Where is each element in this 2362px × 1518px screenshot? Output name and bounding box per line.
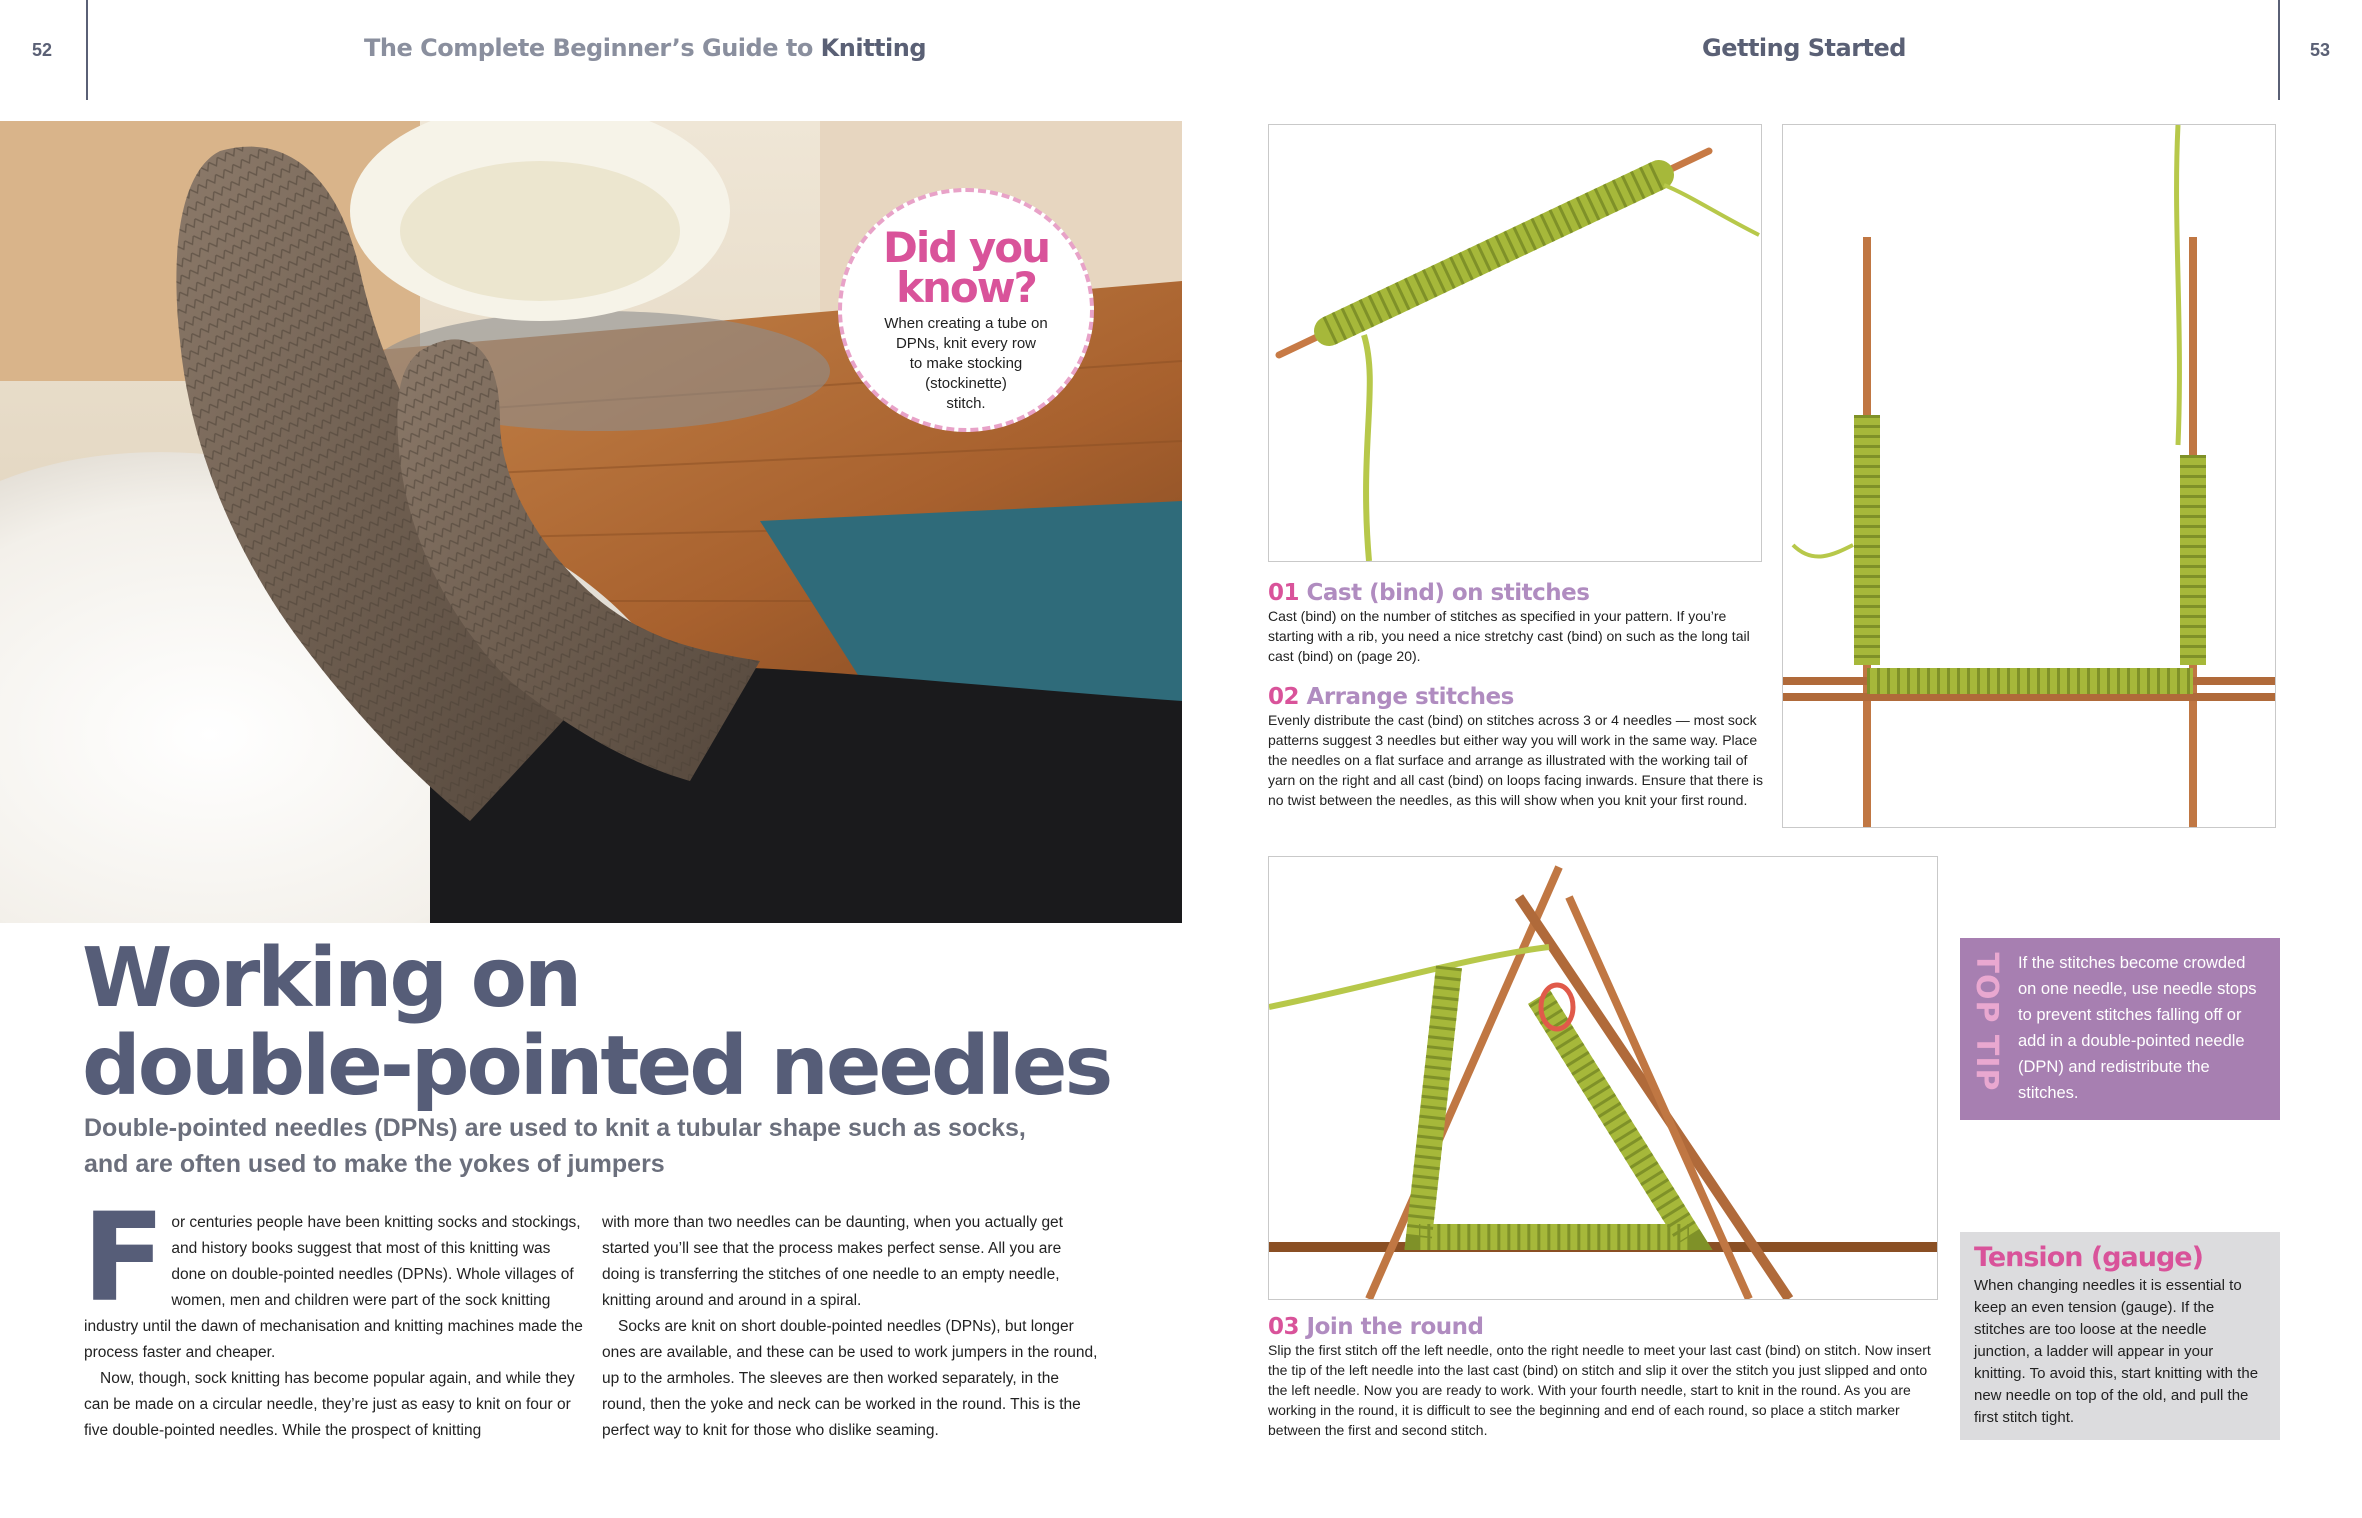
step1-number: 01 [1268, 580, 1300, 606]
did-you-know-text-line: (stockinette) [925, 375, 1007, 392]
step3-illustration [1269, 857, 1937, 1299]
did-you-know-text-line: DPNs, knit every row [895, 335, 1037, 352]
step3-heading [1268, 1314, 1944, 1340]
left-running-head [364, 34, 926, 62]
did-you-know-line1: Did you [882, 223, 1050, 272]
step2 [1268, 684, 1768, 810]
body-paragraph-1 [82, 1187, 584, 1366]
did-you-know-text-line: stitch. [946, 395, 986, 412]
body-paragraph-1-text: or centuries people have been knitting socks and stockings, and history books suggest that most of this knitting was done on double-pointed needles (DPNs). Whole villages of women, men and children were part of the sock knitting industry until the dawn of mechanisation and knitting machines made the process faster and cheaper. [84, 1214, 583, 1361]
body-paragraph-4: Socks are knit on short double-pointed needles (DPNs), but longer ones are available, and these can be used to work jumpers in the round, up to the armholes. The sleeves are then worked separately, in the round, then the yoke and neck can be worked in the round. This is the perfect way to knit for those who dislike seaming. [602, 1318, 1098, 1439]
step3-title: Join the round [1306, 1314, 1484, 1340]
body-paragraph-2: Now, though, sock knitting has become popular again, and while they can be made on a circular needle, they’re just as easy to knit on four or five double-pointed needles. While the prospect of knitting [84, 1370, 575, 1439]
title-line2: double-pointed needles [82, 1019, 1111, 1114]
step3-number: 03 [1268, 1314, 1300, 1340]
step1-illustration [1269, 125, 1761, 561]
did-you-know-badge [838, 188, 1094, 432]
step2-text: Evenly distribute the cast (bind) on stitches across 3 or 4 needles — most sock patterns suggest 3 needles but either way you will work in the same way. Place the needles on a flat surface and arrange as illustrated with the working tail of yarn on the right and all cast (bind) on loops facing inwards. Ensure that there is no twist between the needles, as this will show when you knit your first round. [1268, 712, 1763, 808]
step2-title: Arrange stitches [1306, 684, 1514, 710]
step1-photo [1268, 124, 1762, 562]
step1-text: Cast (bind) on the number of stitches as specified in your pattern. If you’re starting with a rib, you need a nice stretchy cast (bind) on such as the long tail cast (bind) on (page 20). [1268, 608, 1750, 664]
step1-title: Cast (bind) on stitches [1306, 580, 1590, 606]
right-page-number: 53 [2310, 40, 2331, 60]
body-column-1 [82, 1187, 584, 1444]
tension-title: Tension (gauge) [1974, 1242, 2203, 1273]
title-line1: Working on [82, 931, 580, 1026]
left-page-number: 52 [32, 40, 53, 60]
top-tip-text: If the stitches become crowded on one needle, use needle stops to prevent stitches falling off or add in a double-pointed needle (DPN) and redistribute the stitches. [2018, 954, 2257, 1102]
did-you-know-text [842, 314, 1090, 414]
step2-number: 02 [1268, 684, 1300, 710]
step3-text: Slip the first stitch off the left needle, onto the right needle to meet your last cast (bind) on stitch. Now insert the tip of the left needle into the last cast (bind) on stitch and slip it over the stitch you just slipped and onto the left needle. Now you are ready to work. With your fourth needle, start to knit in the round. As you are working in the round, it is difficult to see the beginning and end of each round, so place a stitch marker between the first and second stitch. [1268, 1342, 1931, 1438]
step2-heading [1268, 684, 1768, 710]
step3 [1268, 1314, 1944, 1440]
step1 [1268, 580, 1768, 666]
step2-photo [1782, 124, 2276, 828]
standfirst [84, 1110, 1184, 1182]
did-you-know-text-line: to make stocking [909, 355, 1023, 372]
running-head-bold: Knitting [820, 34, 927, 62]
drop-cap: F [82, 1187, 166, 1329]
standfirst-line1: Double-pointed needles (DPNs) are used to knit a tubular shape such as socks, [84, 1114, 1026, 1142]
tension-text: When changing needles it is essential to keep an even tension (gauge). If the stitches are too loose at the needle junction, a ladder will appear in your knitting. To avoid this, start knitting with the new needle on top of the old, and pull the first stitch tight. [1974, 1277, 2259, 1426]
body-column-2 [602, 1210, 1102, 1444]
left-header-rule [86, 0, 88, 100]
running-head-prefix: The Complete Beginner’s Guide to [364, 34, 821, 62]
body-paragraph-3: with more than two needles can be daunting, when you actually get started you’ll see that the process makes perfect sense. All you are doing is transferring the stitches of one needle to an empty needle, knitting around and around in a spiral. [602, 1214, 1063, 1309]
step3-photo [1268, 856, 1938, 1300]
right-header-rule [2278, 0, 2280, 100]
article-title [82, 931, 1182, 1114]
did-you-know-text-line: When creating a tube on [884, 315, 1048, 332]
top-tip-label: TOP TIP [1969, 952, 2004, 1092]
did-you-know-heading [842, 223, 1090, 312]
did-you-know-line2: know? [896, 263, 1036, 312]
tension-box [1960, 1232, 2280, 1440]
top-tip-box [1960, 938, 2280, 1120]
step1-heading [1268, 580, 1768, 606]
right-running-head: Getting Started [1702, 34, 1906, 62]
step2-illustration [1783, 125, 2275, 827]
standfirst-line2: and are often used to make the yokes of jumpers [84, 1150, 665, 1178]
